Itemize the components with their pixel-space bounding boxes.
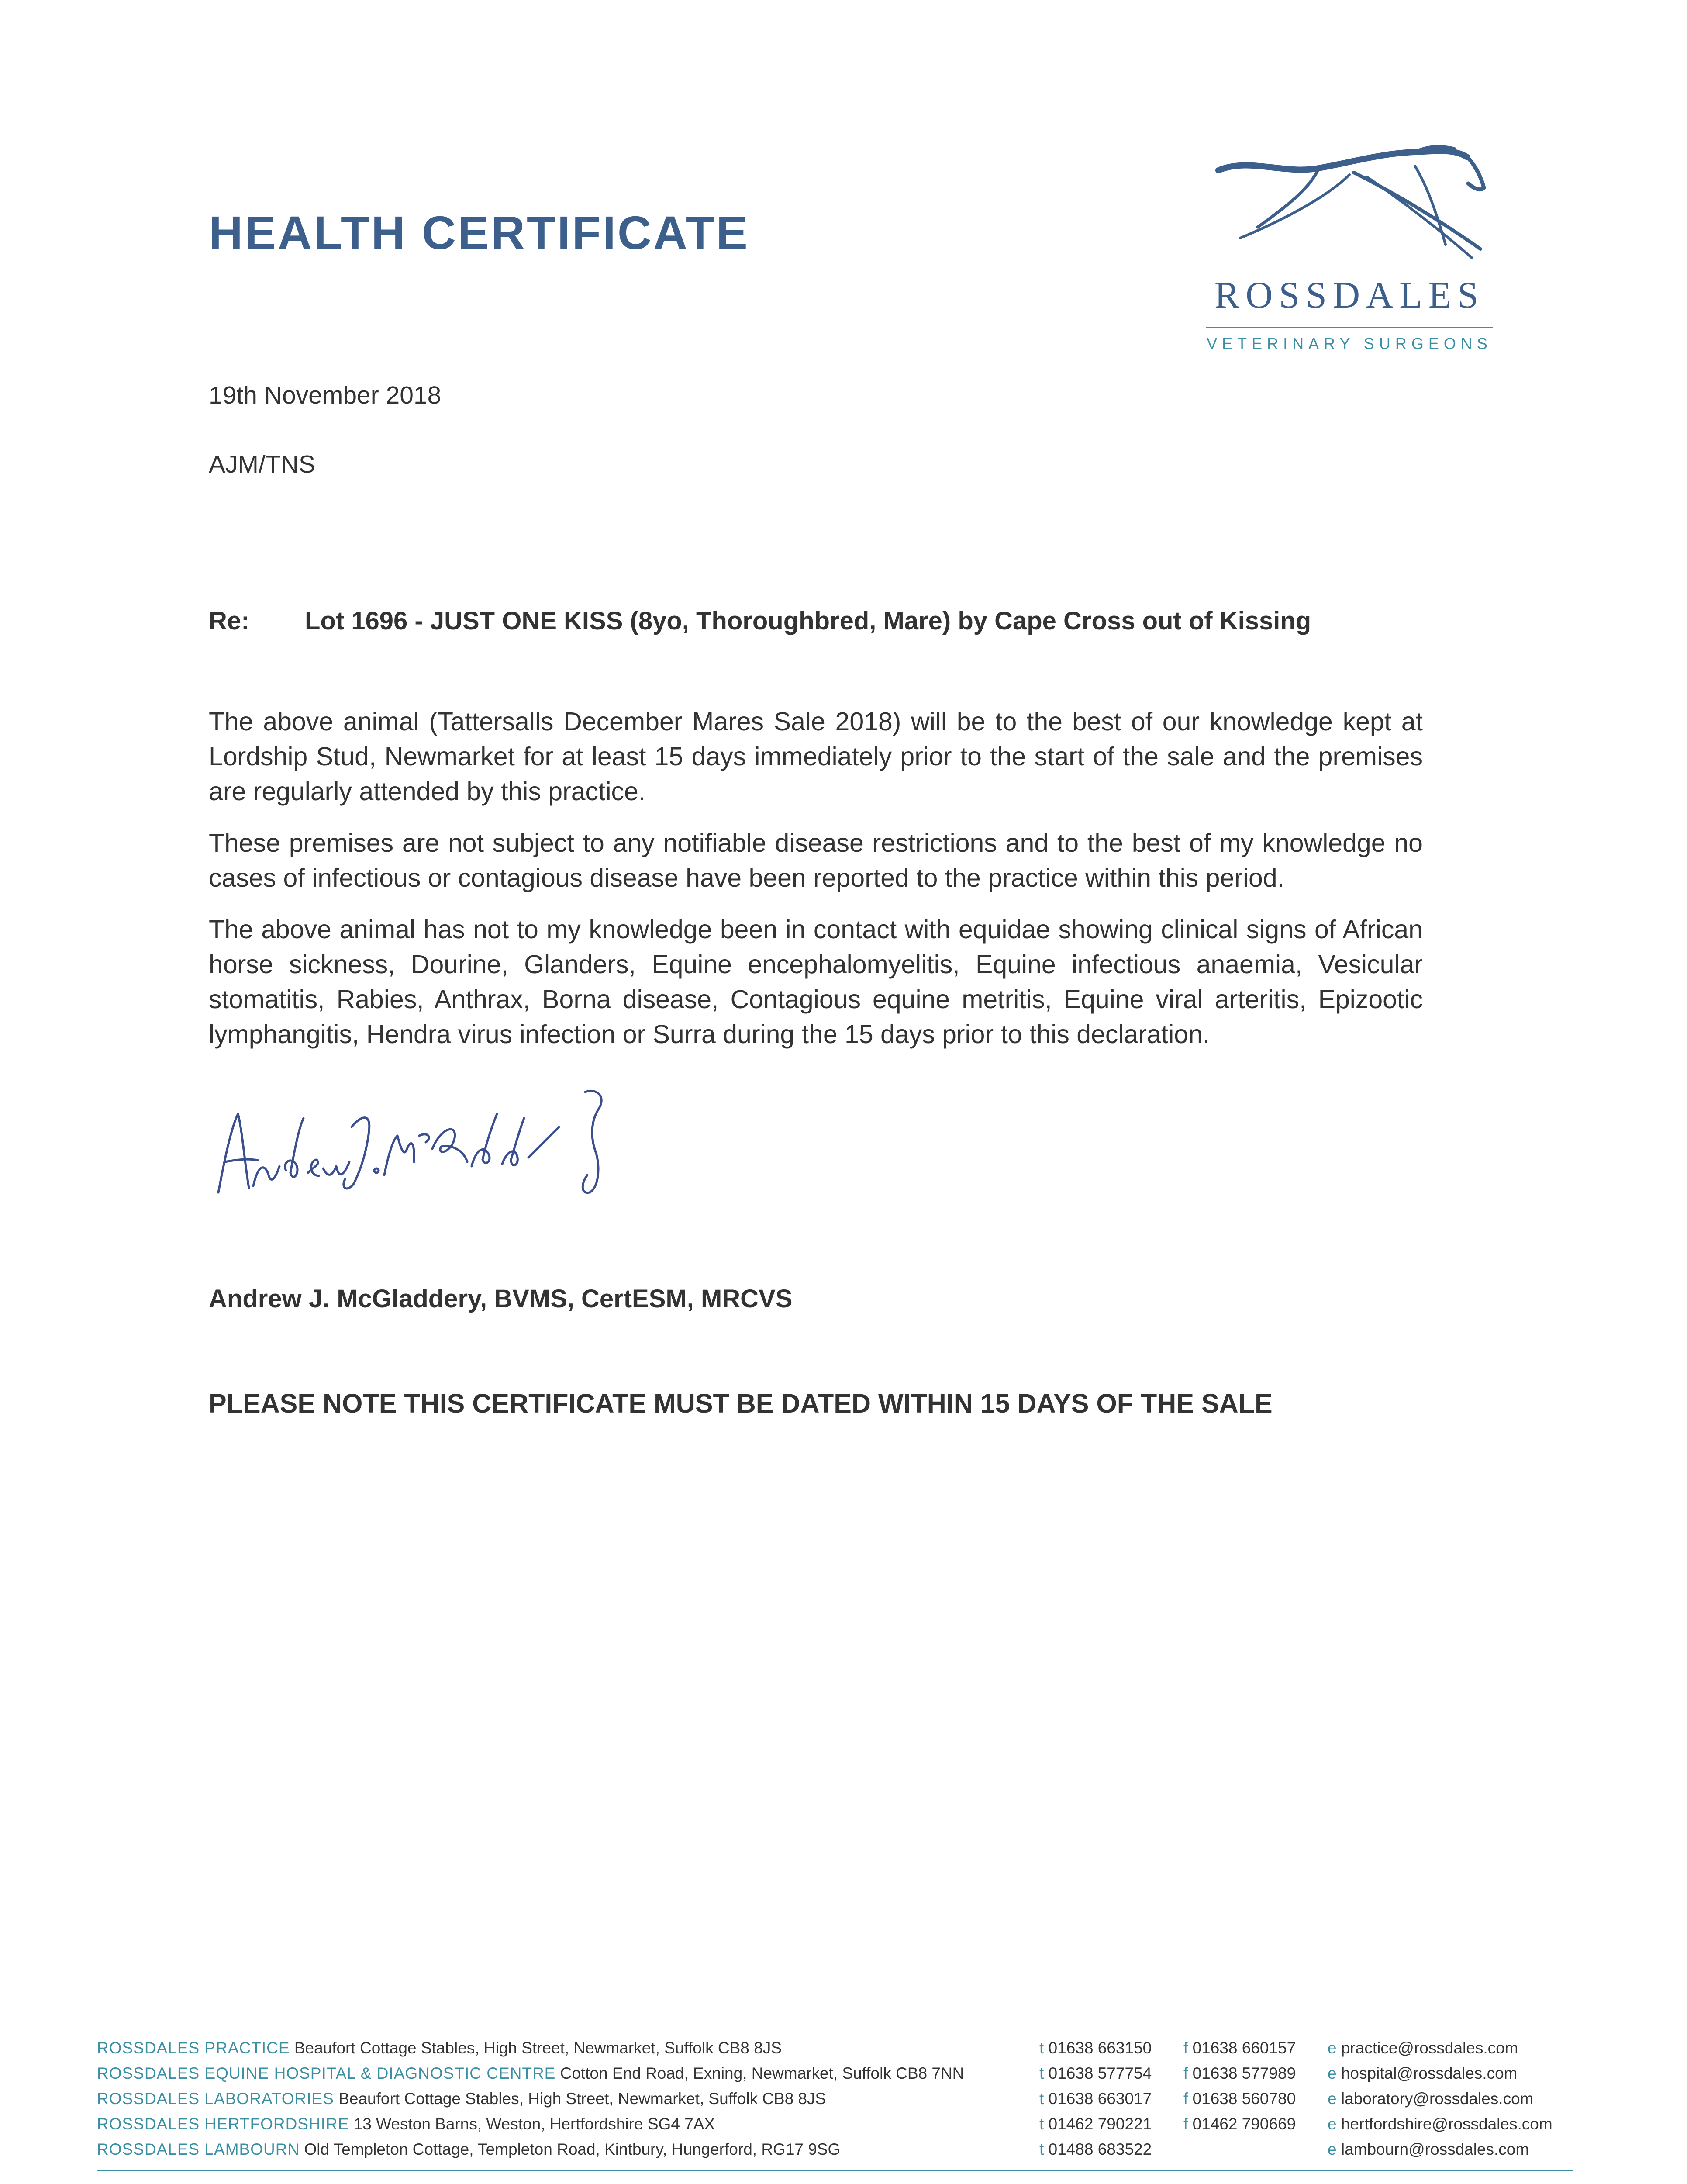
footer-address: 13 Weston Barns, Weston, Hertfordshire SG4 7AX: [353, 2115, 715, 2133]
footer-address: Cotton End Road, Exning, Newmarket, Suffolk CB8 7NN: [560, 2064, 964, 2082]
logo-tagline: VETERINARY SURGEONS: [1207, 335, 1492, 352]
footer-email: laboratory@rossdales.com: [1341, 2090, 1534, 2108]
footer-address: Beaufort Cottage Stables, High Street, Newmarket, Suffolk CB8 8JS: [294, 2039, 782, 2057]
footer-row: ROSSDALES LAMBOURN Old Templeton Cottage, Templeton Road, Kintbury, Hungerford, RG17 9SG t 01488 683522 e lambourn@rossdales.com: [97, 2140, 1529, 2158]
logo-brand: ROSSDALES: [1214, 274, 1485, 316]
galloping-horse-icon: [1210, 140, 1489, 271]
subject-text: Lot 1696 - JUST ONE KISS (8yo, Thoroughbred, Mare) by Cape Cross out of Kissing: [305, 607, 1311, 635]
footer-fax: 01638 660157: [1192, 2039, 1296, 2057]
footer-tel: 01638 663150: [1048, 2039, 1152, 2057]
signatory-name: Andrew J. McGladdery, BVMS, CertESM, MRCVS: [209, 1285, 793, 1313]
logo-divider: [1206, 327, 1493, 328]
footer-tel: 01462 790221: [1048, 2115, 1152, 2133]
footer-tel: 01638 663017: [1048, 2090, 1152, 2108]
footer-fax: 01638 577989: [1192, 2064, 1296, 2082]
footer-fax: 01462 790669: [1192, 2115, 1296, 2133]
footer-address: Beaufort Cottage Stables, High Street, Newmarket, Suffolk CB8 8JS: [338, 2090, 826, 2108]
body-paragraph: These premises are not subject to any notifiable disease restrictions and to the best of my knowledge no cases of infectious or contagious disease have been reported to the practice within this period.: [209, 829, 1423, 892]
letter-date: 19th November 2018: [209, 381, 442, 409]
footer-org: ROSSDALES LAMBOURN: [97, 2140, 300, 2158]
footer-org: ROSSDALES HERTFORDSHIRE: [97, 2115, 349, 2133]
footer-row: ROSSDALES PRACTICE Beaufort Cottage Stables, High Street, Newmarket, Suffolk CB8 8JS t 01638 663150 f 01638 660157 e practice@rossdales.com: [97, 2039, 1518, 2057]
footer-org: ROSSDALES PRACTICE: [97, 2039, 290, 2057]
handwritten-signature: [205, 1061, 642, 1210]
subject-line: [209, 606, 1311, 636]
re-label: Re:: [209, 607, 250, 635]
footer-contacts: [0, 2039, 1687, 2170]
footer-row: ROSSDALES LABORATORIES Beaufort Cottage Stables, High Street, Newmarket, Suffolk CB8 8JS t 01638 663017 f 01638 560780 e laboratory@rossdales.com: [97, 2090, 1534, 2108]
footer-divider: [97, 2170, 1573, 2171]
footer-fax: 01638 560780: [1192, 2090, 1296, 2108]
certificate-notice: PLEASE NOTE THIS CERTIFICATE MUST BE DATED WITHIN 15 DAYS OF THE SALE: [209, 1389, 1273, 1418]
footer-email: practice@rossdales.com: [1341, 2039, 1518, 2057]
footer-org: ROSSDALES EQUINE HOSPITAL & DIAGNOSTIC CENTRE: [97, 2064, 556, 2082]
footer-email: lambourn@rossdales.com: [1341, 2140, 1529, 2158]
rossdales-logo: [1197, 140, 1502, 367]
footer-row: ROSSDALES EQUINE HOSPITAL & DIAGNOSTIC CENTRE Cotton End Road, Exning, Newmarket, Suffolk CB8 7NN t 01638 577754 f 01638 577989 e hospital@rossdales.com: [97, 2064, 1518, 2082]
reference-code: AJM/TNS: [209, 450, 315, 478]
footer-email: hertfordshire@rossdales.com: [1341, 2115, 1552, 2133]
footer-org: ROSSDALES LABORATORIES: [97, 2090, 334, 2108]
document-title: HEALTH CERTIFICATE: [209, 206, 749, 259]
footer-tel: 01638 577754: [1048, 2064, 1152, 2082]
footer-row: ROSSDALES HERTFORDSHIRE 13 Weston Barns, Weston, Hertfordshire SG4 7AX t 01462 790221 f 01462 790669 e hertfordshire@rossdales.com: [97, 2115, 1552, 2133]
body-paragraph: The above animal has not to my knowledge been in contact with equidae showing clinical signs of African horse sickness, Dourine, Glanders, Equine encephalomyelitis, Equine infectious anaemia, Vesicular stomatitis, Rabies, Anthrax, Borna disease, Contagious equine metritis, Equine viral arteritis, Epizootic lymphangitis, Hendra virus infection or Surra during the 15 days prior to this declaration.: [209, 915, 1423, 1049]
footer-address: Old Templeton Cottage, Templeton Road, Kintbury, Hungerford, RG17 9SG: [304, 2140, 841, 2158]
footer-email: hospital@rossdales.com: [1341, 2064, 1518, 2082]
footer-tel: 01488 683522: [1048, 2140, 1152, 2158]
body-paragraph: The above animal (Tattersalls December Mares Sale 2018) will be to the best of our knowledge kept at Lordship Stud, Newmarket for at least 15 days immediately prior to the start of the sale and the premises are regularly attended by this practice.: [209, 707, 1423, 806]
